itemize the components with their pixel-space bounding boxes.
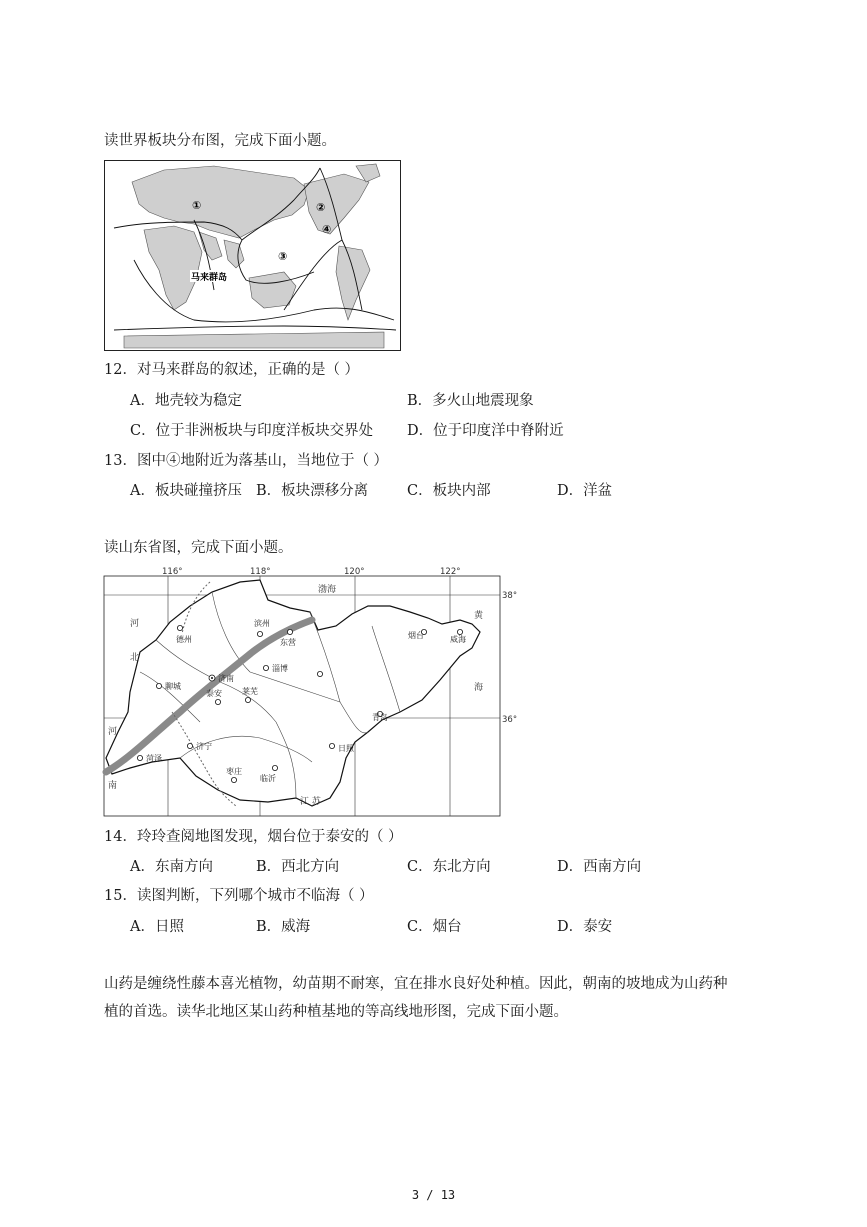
city-dongying: 东营 [280,638,296,647]
q13-option-b: B．板块漂移分离 [256,483,369,499]
lat-36: 36° [502,715,518,725]
city-dezhou: 德州 [176,635,192,644]
label-bohai: 渤海 [318,585,337,595]
q13-option-c: C．板块内部 [407,483,491,499]
label-malay-archipelago: 马来群岛 [191,273,228,283]
city-rizhao: 日照 [338,744,354,753]
city-weihai: 威海 [450,635,466,644]
city-yantai: 烟台 [408,631,424,640]
city-zaozhuang: 枣庄 [226,767,242,776]
q12-option-d: D．位于印度洋中脊附近 [407,423,564,439]
q15-option-a: A．日照 [130,919,184,935]
label-huang: 黄 [474,611,484,621]
q15-option-b: B．威海 [256,919,311,935]
q15-stem: 15．读图判断，下列哪个城市不临海（ ） [104,888,374,904]
q13-option-d: D．洋盆 [557,483,613,499]
city-liaocheng: 聊城 [165,682,181,691]
label-hebei-2: 北 [130,653,140,663]
q14-option-a: A．东南方向 [130,859,213,875]
city-binzhou: 滨州 [254,619,270,628]
label-hebei-1: 河 [130,619,140,629]
section3-line1: 山药是缠绕性藤本喜光植物，幼苗期不耐寒，宜在排水良好处种植。因此，朝南的坡地成为山药种 [104,976,728,992]
city-taian: 泰安 [206,689,222,698]
q14-stem: 14．玲玲查阅地图发现，烟台位于泰安的（ ） [104,829,403,845]
city-linyi: 临沂 [260,774,276,783]
label-hai: 海 [474,683,484,693]
section2-intro: 读山东省图，完成下面小题。 [104,540,293,556]
plate-marker-2: ② [316,201,326,214]
q12-stem: 12．对马来群岛的叙述，正确的是（ ） [104,362,360,378]
label-henan-1: 河 [108,727,118,737]
lon-116: 116° [162,567,183,577]
plate-marker-4: ④ [322,223,332,236]
city-qingdao: 青岛 [372,713,388,722]
shandong-map [100,562,520,824]
city-zibo: 淄博 [272,664,288,673]
plate-marker-3: ③ [278,250,288,263]
q12-option-a: A．地壳较为稳定 [130,393,242,409]
world-plate-map [104,160,401,355]
q13-stem: 13．图中④地附近为落基山，当地位于（ ） [104,453,389,469]
q14-option-d: D．西南方向 [557,859,642,875]
q13-option-a: A．板块碰撞挤压 [130,483,242,499]
city-jining: 济宁 [196,742,212,751]
city-heze: 菏泽 [146,754,162,763]
lon-122: 122° [440,567,461,577]
section3-line2: 植的首选。读华北地区某山药种植基地的等高线地形图，完成下面小题。 [104,1004,568,1020]
label-henan-2: 南 [108,781,118,791]
q15-option-d: D．泰安 [557,919,613,935]
q15-option-c: C．烟台 [407,919,462,935]
label-jiangsu: 江 苏 [300,797,321,807]
lon-120: 120° [344,567,365,577]
city-laiwu: 莱芜 [242,687,258,696]
city-jinan: 济南 [218,674,234,683]
lat-38: 38° [502,591,518,601]
q12-option-c: C．位于非洲板块与印度洋板块交界处 [130,423,374,439]
q14-option-c: C．东北方向 [407,859,491,875]
q12-option-b: B．多火山地震现象 [407,393,534,409]
section1-intro: 读世界板块分布图，完成下面小题。 [104,133,336,149]
plate-marker-1: ① [192,199,202,212]
lon-118: 118° [250,567,271,577]
page-number: 3 / 13 [411,1188,456,1202]
q14-option-b: B．西北方向 [256,859,340,875]
